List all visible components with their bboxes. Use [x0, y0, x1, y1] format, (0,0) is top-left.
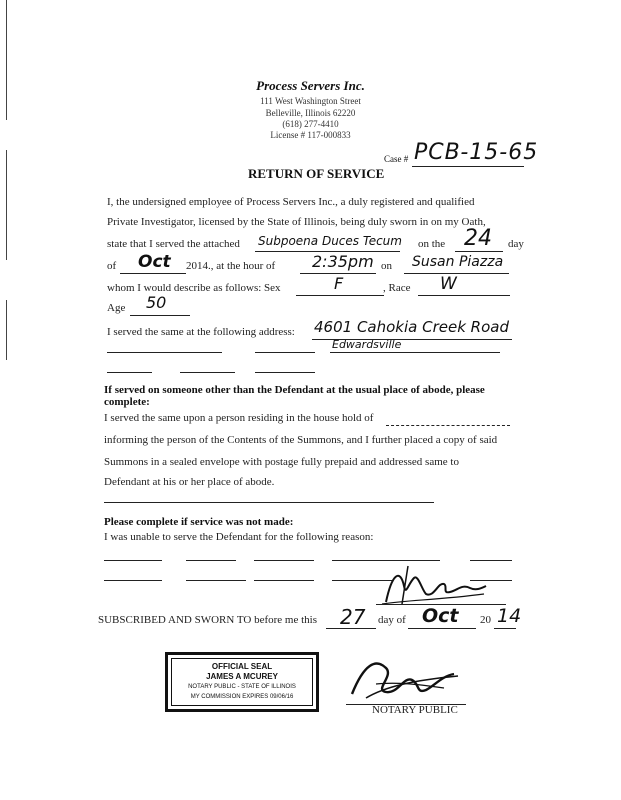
service-time: 2:35pm — [312, 252, 374, 271]
sworn-day: 27 — [340, 605, 366, 629]
page-title: RETURN OF SERVICE — [248, 166, 385, 181]
scan-edge-mark — [6, 300, 7, 360]
notary-signature — [346, 654, 464, 706]
describe-text: whom I would describe as follows: Sex — [107, 282, 281, 294]
reason-line — [104, 560, 162, 561]
blank-line — [255, 352, 315, 353]
sworn-month-line — [408, 628, 476, 629]
blank-line — [255, 372, 315, 373]
race-value: W — [440, 274, 457, 294]
affidavit-line-3: state that I served the attached — [107, 238, 240, 250]
case-number: PCB-15-65 — [414, 140, 539, 165]
sworn-month: Oct — [422, 605, 459, 627]
other-service-line-3: Summons in a sealed envelope with postage fully prepaid and addressed same to — [104, 456, 459, 468]
race-label: , Race — [383, 282, 411, 294]
company-license: License # 117-000833 — [270, 130, 351, 140]
blank-line — [104, 502, 434, 503]
month-line — [120, 273, 186, 274]
reason-line — [186, 580, 246, 581]
sworn-year-prefix: 20 — [480, 614, 491, 626]
service-day: 24 — [464, 226, 492, 251]
other-service-line-1: I served the same upon a person residing in the house hold of — [104, 412, 374, 424]
of-label: of — [107, 260, 117, 272]
other-service-line-4: Defendant at his or her place of abode. — [104, 476, 275, 488]
seal-state: NOTARY PUBLIC - STATE OF ILLINOIS — [188, 684, 296, 690]
blank-line — [107, 372, 152, 373]
address-label: I served the same at the following address: — [107, 326, 295, 338]
official-seal — [165, 652, 319, 712]
seal-title: OFFICIAL SEAL — [211, 662, 273, 671]
age-value: 50 — [146, 293, 167, 312]
blank-line — [107, 352, 222, 353]
sex-line — [296, 295, 384, 296]
age-line — [130, 315, 190, 316]
reason-line — [186, 560, 236, 561]
company-phone: (618) 277-4410 — [282, 119, 339, 129]
on-the-label: on the — [418, 238, 446, 250]
scan-edge-mark — [6, 150, 7, 260]
address-line-2-rule — [330, 352, 500, 353]
seal-name: JAMES A MCUREY — [206, 672, 278, 681]
sex-value: F — [334, 274, 344, 293]
notary-label: NOTARY PUBLIC — [372, 704, 458, 716]
reason-line — [104, 580, 162, 581]
not-served-heading: Please complete if service was not made: — [104, 516, 294, 528]
server-signature — [378, 564, 490, 608]
reason-line — [254, 580, 314, 581]
service-month: Oct — [138, 252, 171, 272]
sworn-text: SUBSCRIBED AND SWORN TO before me this — [98, 614, 317, 626]
reason-line — [470, 560, 512, 561]
address-line-2: Edwardsville — [332, 338, 402, 351]
document-served: Subpoena Duces Tecum — [258, 234, 402, 248]
case-line — [412, 166, 524, 167]
sworn-year-suffix: 14 — [497, 605, 522, 627]
company-street: 111 West Washington Street — [260, 96, 361, 106]
reason-line — [332, 560, 440, 561]
on-label: on — [381, 260, 392, 272]
household-line — [386, 425, 510, 426]
age-label: Age — [107, 302, 126, 314]
blank-line — [180, 372, 235, 373]
year-text: 2014., at the hour of — [186, 260, 276, 272]
person-served: Susan Piazza — [412, 254, 504, 270]
day-line — [455, 251, 503, 252]
reason-line — [254, 560, 314, 561]
sworn-day-of: day of — [378, 614, 406, 626]
other-service-line-2: informing the person of the Contents of the Summons, and I further placed a copy of said — [104, 434, 498, 446]
company-city: Belleville, Illinois 62220 — [265, 108, 356, 118]
company-name: Process Servers Inc. — [256, 78, 365, 93]
case-label: Case # — [384, 154, 409, 164]
address-line-1: 4601 Cahokia Creek Road — [314, 318, 509, 336]
affidavit-line-2: Private Investigator, licensed by the State of Illinois, being duly sworn in on my Oath, — [107, 216, 486, 228]
affidavit-line-1: I, the undersigned employee of Process Servers Inc., a duly registered and qualified — [107, 196, 475, 208]
sworn-year-line — [494, 628, 516, 629]
day-label: day — [508, 238, 524, 250]
race-line — [418, 295, 510, 296]
other-service-heading: If served on someone other than the Defendant at the usual place of abode, please complete: — [104, 384, 485, 408]
not-served-line-1: I was unable to serve the Defendant for the following reason: — [104, 531, 374, 543]
seal-expiry: MY COMMISSION EXPIRES 09/06/16 — [190, 694, 294, 700]
